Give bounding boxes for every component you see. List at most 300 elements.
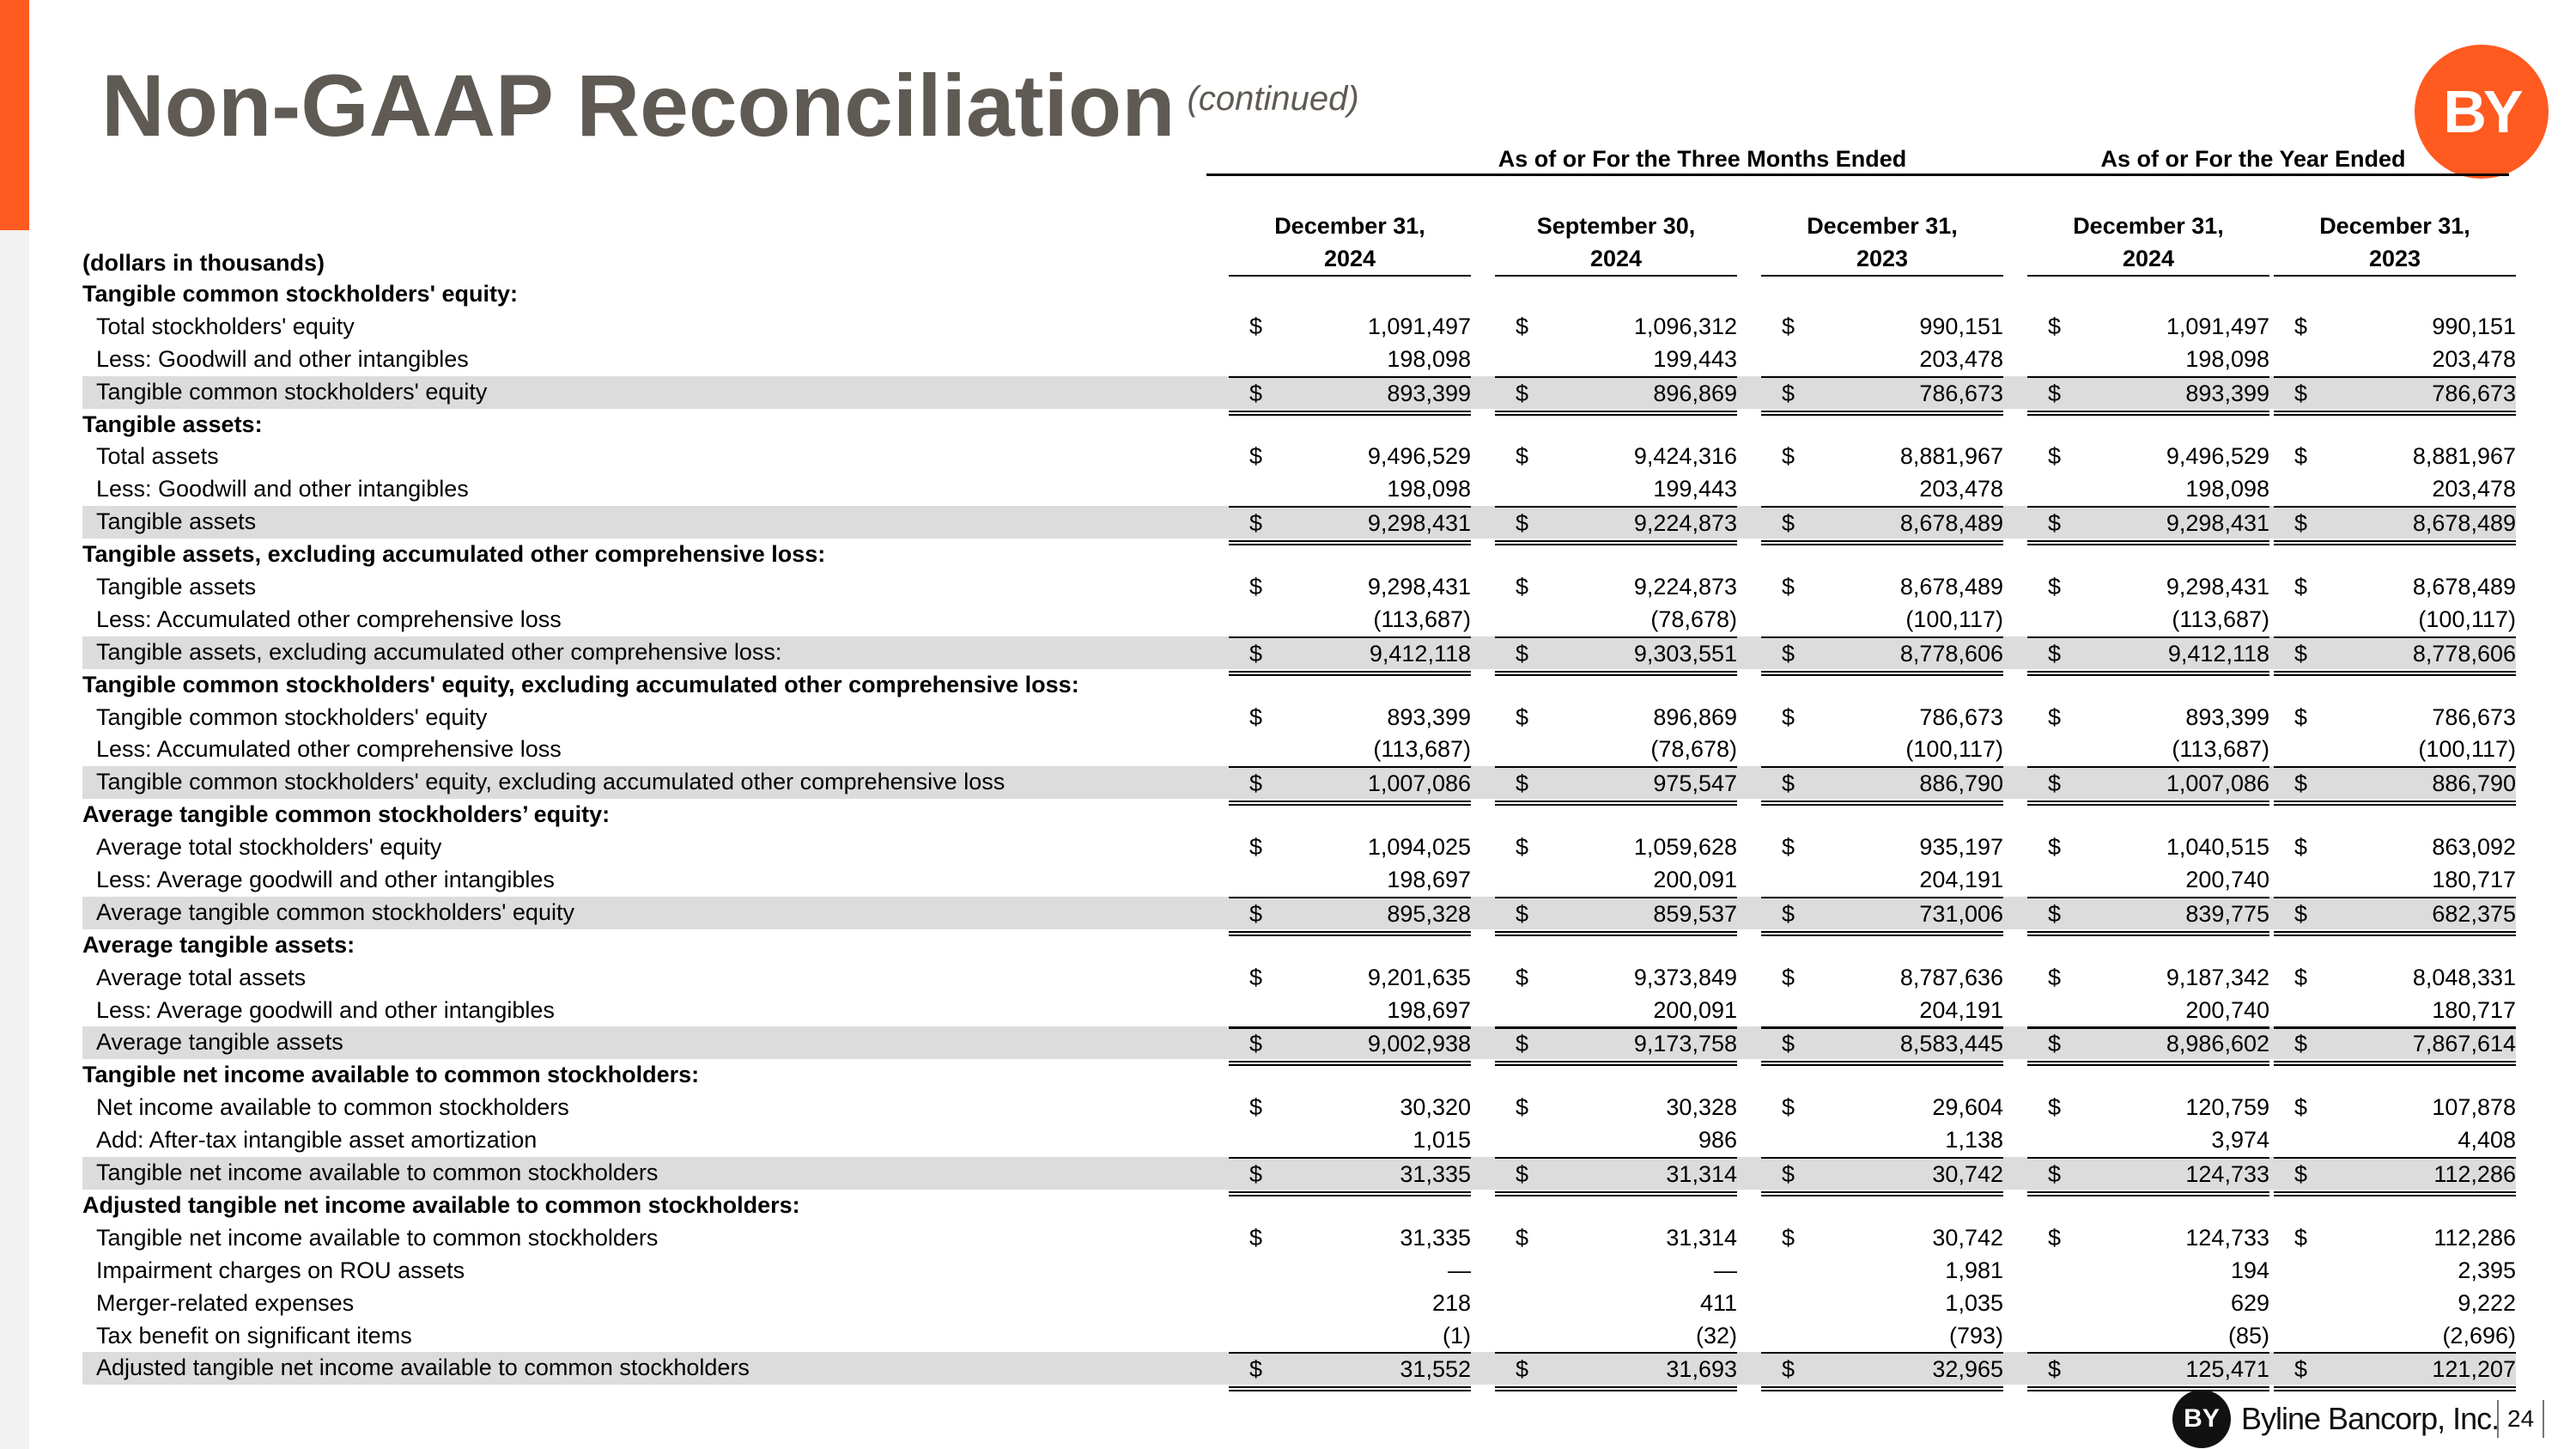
table-cell — [1737, 604, 2003, 638]
amount: 682,375 — [2432, 900, 2516, 927]
three-months-group-header: As of or For the Three Months Ended — [1206, 144, 2198, 176]
currency-symbol: $ — [2294, 964, 2308, 990]
table-row — [82, 1124, 2516, 1157]
currency-symbol: $ — [1249, 834, 1263, 861]
table-cell — [1205, 962, 1471, 995]
subtotal-row — [82, 1157, 2516, 1190]
table-cell — [2003, 831, 2269, 864]
currency-symbol: $ — [2048, 900, 2062, 927]
currency-symbol: $ — [2048, 313, 2062, 339]
cell-value — [2027, 473, 2269, 508]
table-cell — [1471, 539, 1737, 571]
amount: 112,286 — [2433, 1224, 2516, 1251]
cell-value — [1495, 1092, 1737, 1124]
amount: 9,496,529 — [1367, 443, 1471, 470]
currency-symbol: $ — [1249, 510, 1263, 537]
row-label: Tangible common stockholders' equity — [96, 703, 488, 730]
currency-symbol: $ — [2294, 900, 2308, 927]
amount: (32) — [1695, 1322, 1737, 1349]
amount: 200,091 — [1653, 867, 1737, 893]
currency-symbol: $ — [2048, 1356, 2062, 1383]
row-label: Add: After-tax intangible asset amortization — [96, 1127, 538, 1154]
amount: 893,399 — [2185, 380, 2269, 406]
amount: 9,412,118 — [1369, 640, 1471, 667]
cell-value — [1229, 864, 1471, 898]
cell-value — [1761, 1124, 2003, 1159]
amount: — — [1714, 1257, 1737, 1283]
subtotal-row — [82, 897, 2516, 929]
currency-symbol: $ — [2048, 1031, 2062, 1057]
table-cell — [1471, 669, 1737, 702]
row-label: Tangible common stockholders' equity, excluding accumulated other comprehensive loss: — [82, 671, 1079, 697]
column-header-date: December 31, — [1807, 213, 1958, 239]
cell-value — [1761, 831, 2003, 864]
table-cell — [2003, 1092, 2269, 1124]
amount: 198,697 — [1387, 867, 1471, 893]
table-cell — [2003, 1352, 2269, 1391]
currency-symbol: $ — [2048, 834, 2062, 861]
cell-value — [2274, 1092, 2516, 1124]
cell-value — [2274, 311, 2516, 344]
table-cell — [1471, 311, 1737, 344]
amount: 731,006 — [1919, 900, 2003, 927]
amount: 31,335 — [1400, 1224, 1471, 1251]
column-header — [1471, 206, 1737, 278]
cell-value — [1229, 1124, 1471, 1159]
subtotal-row — [82, 636, 2516, 669]
currency-symbol: $ — [1516, 574, 1529, 600]
table-cell — [2003, 864, 2269, 898]
row-label: Average total assets — [96, 964, 307, 990]
table-cell — [1205, 929, 1471, 962]
table-cell — [1205, 1059, 1471, 1092]
cell-value — [1229, 441, 1471, 473]
amount: 124,733 — [2185, 1224, 2269, 1251]
currency-symbol: $ — [1782, 770, 1795, 797]
table-cell — [2269, 539, 2516, 571]
amount: 30,742 — [1932, 1161, 2003, 1188]
currency-symbol: $ — [2294, 1224, 2308, 1251]
currency-symbol: $ — [1249, 703, 1263, 730]
currency-symbol: $ — [1782, 443, 1795, 470]
amount: 218 — [1431, 1289, 1471, 1316]
row-label: Merger-related expenses — [96, 1289, 355, 1316]
table-cell — [1471, 1190, 1737, 1222]
currency-symbol: $ — [2048, 640, 2062, 667]
table-cell — [1737, 929, 2003, 962]
amount: 120,759 — [2185, 1094, 2269, 1121]
amount: 990,151 — [2432, 313, 2516, 339]
cell-value — [2027, 1222, 2269, 1255]
currency-symbol: $ — [1249, 900, 1263, 927]
table-cell — [1205, 1190, 1471, 1222]
left-strip — [0, 230, 29, 1449]
table-row — [82, 1320, 2516, 1353]
currency-symbol: $ — [2048, 964, 2062, 990]
row-label: Net income available to common stockholders — [96, 1094, 569, 1121]
currency-symbol: $ — [2294, 640, 2308, 667]
column-header-year: 2024 — [1589, 246, 1643, 271]
cell-value — [2027, 864, 2269, 898]
cell-value — [2274, 1288, 2516, 1320]
cell-value — [2274, 1320, 2516, 1355]
table-cell — [2003, 441, 2269, 473]
table-cell — [1205, 539, 1471, 571]
currency-symbol: $ — [1782, 1224, 1795, 1251]
cell-value — [1495, 1320, 1737, 1355]
table-cell — [2003, 702, 2269, 734]
table-cell — [1205, 1352, 1471, 1391]
amount: 31,314 — [1666, 1224, 1737, 1251]
table-cell — [2003, 473, 2269, 508]
amount: 4,408 — [2458, 1127, 2516, 1154]
cell-value — [1495, 441, 1737, 473]
currency-symbol: $ — [1249, 964, 1263, 990]
currency-symbol: $ — [2294, 770, 2308, 797]
table-cell — [1737, 1092, 2003, 1124]
currency-symbol: $ — [1516, 510, 1529, 537]
cell-value — [2274, 1255, 2516, 1288]
table-row — [82, 831, 2516, 864]
column-header — [1737, 206, 2003, 278]
table-cell — [1205, 1320, 1471, 1355]
row-label: Tangible assets — [96, 574, 257, 600]
table-cell — [2003, 539, 2269, 571]
cell-value — [1761, 1222, 2003, 1255]
cell-value — [1229, 1288, 1471, 1320]
cell-value — [1761, 441, 2003, 473]
currency-symbol: $ — [2048, 770, 2062, 797]
section-heading-row — [82, 669, 2516, 702]
row-label: Less: Average goodwill and other intangibles — [96, 996, 555, 1023]
table-cell — [1471, 278, 1737, 311]
currency-symbol: $ — [1249, 1161, 1263, 1188]
amount: 198,098 — [2185, 476, 2269, 502]
amount: 203,478 — [2432, 345, 2516, 372]
row-label: Impairment charges on ROU assets — [96, 1257, 465, 1283]
currency-symbol: $ — [1782, 574, 1795, 600]
table-cell — [2003, 1320, 2269, 1355]
table-cell — [1471, 1059, 1737, 1092]
table-cell — [1737, 344, 2003, 378]
cell-value — [2274, 1352, 2516, 1391]
cell-value — [1761, 344, 2003, 378]
row-label: Less: Accumulated other comprehensive loss — [96, 606, 562, 632]
amount: (85) — [2227, 1322, 2269, 1349]
table-cell — [2269, 1222, 2516, 1255]
table-cell — [1205, 1092, 1471, 1124]
currency-symbol: $ — [2294, 1161, 2308, 1188]
currency-symbol: $ — [1782, 703, 1795, 730]
amount: 180,717 — [2432, 867, 2516, 893]
table-row — [82, 995, 2516, 1027]
table-cell — [1737, 409, 2003, 441]
cell-value — [2274, 864, 2516, 898]
amount: 203,478 — [1919, 345, 2003, 372]
cell-value — [2027, 1124, 2269, 1159]
table-cell — [2269, 1288, 2516, 1320]
cell-value — [1495, 995, 1737, 1029]
currency-symbol: $ — [2048, 1224, 2062, 1251]
table-cell — [1737, 441, 2003, 473]
cell-value — [1495, 1124, 1737, 1159]
cell-value — [2027, 571, 2269, 604]
row-label: Less: Goodwill and other intangibles — [96, 345, 469, 372]
table-cell — [1205, 831, 1471, 864]
cell-value — [1229, 995, 1471, 1029]
row-label: Total assets — [96, 443, 219, 470]
page-number: 24 — [2497, 1400, 2544, 1438]
table-cell — [2269, 1255, 2516, 1288]
amount: 9,303,551 — [1633, 640, 1737, 667]
currency-symbol: $ — [1249, 380, 1263, 406]
amount: 31,552 — [1400, 1356, 1471, 1383]
row-label: Less: Average goodwill and other intangibles — [96, 867, 555, 893]
table-cell — [1737, 311, 2003, 344]
table-cell — [1737, 864, 2003, 898]
amount: 1,007,086 — [1367, 770, 1471, 797]
table-cell — [1737, 734, 2003, 768]
cell-value — [2274, 571, 2516, 604]
table-row — [82, 734, 2516, 766]
currency-symbol: $ — [1516, 834, 1529, 861]
cell-value — [1495, 864, 1737, 898]
table-cell — [2003, 734, 2269, 768]
cell-value — [2027, 1255, 2269, 1288]
table-cell — [1205, 799, 1471, 831]
table-cell — [1471, 1092, 1737, 1124]
amount: 8,678,489 — [1899, 510, 2003, 537]
row-label: Average total stockholders' equity — [96, 834, 442, 861]
cell-value — [1229, 1320, 1471, 1355]
table-cell — [2269, 1320, 2516, 1355]
table-cell — [1471, 995, 1737, 1029]
amount: 199,443 — [1653, 345, 1737, 372]
subtotal-row — [82, 1352, 2516, 1385]
cell-value — [1495, 1352, 1737, 1391]
amount: 112,286 — [2433, 1161, 2516, 1188]
table-cell — [1737, 1320, 2003, 1355]
cell-value — [1229, 473, 1471, 508]
table-cell — [1205, 441, 1471, 473]
table-cell — [1205, 702, 1471, 734]
amount: 975,547 — [1653, 770, 1737, 797]
table-cell — [2269, 278, 2516, 311]
amount: (100,117) — [1905, 606, 2003, 632]
amount: 1,094,025 — [1367, 834, 1471, 861]
table-cell — [1737, 831, 2003, 864]
cell-value — [2274, 962, 2516, 995]
table-cell — [1205, 604, 1471, 638]
section-heading-row — [82, 1190, 2516, 1222]
table-cell — [1737, 278, 2003, 311]
table-cell — [1471, 604, 1737, 638]
subtotal-row — [82, 1026, 2516, 1059]
table-cell — [1737, 799, 2003, 831]
currency-symbol: $ — [1516, 900, 1529, 927]
table-cell — [1471, 1320, 1737, 1355]
row-label: Tangible assets, excluding accumulated other comprehensive loss: — [96, 638, 782, 665]
cell-value — [1761, 734, 2003, 768]
subtotal-row — [82, 506, 2516, 539]
table-cell — [1205, 995, 1471, 1029]
table-cell — [1205, 1288, 1471, 1320]
table-row — [82, 1255, 2516, 1288]
row-label: Average tangible common stockholders’ equity: — [82, 801, 611, 828]
table-cell — [2003, 799, 2269, 831]
amount: (113,687) — [2172, 606, 2269, 632]
currency-symbol: $ — [2048, 1161, 2062, 1188]
amount: 9,298,431 — [1367, 574, 1471, 600]
amount: 204,191 — [1919, 996, 2003, 1023]
table-cell — [2269, 409, 2516, 441]
currency-symbol: $ — [2048, 1094, 2062, 1121]
page-subtitle: (continued) — [1187, 80, 1359, 118]
footer-logo-mark: BY — [2172, 1390, 2231, 1448]
table-header — [82, 206, 2516, 278]
table-cell — [1737, 1288, 2003, 1320]
amount: 1,035 — [1945, 1289, 2003, 1316]
table-cell — [1205, 864, 1471, 898]
currency-symbol: $ — [2048, 443, 2062, 470]
amount: 8,048,331 — [2412, 964, 2516, 990]
cell-value — [1495, 604, 1737, 638]
amount: 893,399 — [1387, 380, 1471, 406]
amount: 107,878 — [2432, 1094, 2516, 1121]
column-header-year: 2024 — [1323, 246, 1376, 271]
table-cell — [2003, 1124, 2269, 1159]
currency-symbol: $ — [2048, 380, 2062, 406]
amount: 1,096,312 — [1633, 313, 1737, 339]
table-row — [82, 702, 2516, 734]
table-cell — [2269, 1092, 2516, 1124]
cell-value — [1761, 864, 2003, 898]
amount: 8,778,606 — [1899, 640, 2003, 667]
table-cell — [2269, 734, 2516, 768]
amount: 9,224,873 — [1633, 574, 1737, 600]
amount: 8,678,489 — [2412, 574, 2516, 600]
cell-value — [1761, 702, 2003, 734]
table-cell — [1471, 1352, 1737, 1391]
cell-value — [1495, 1288, 1737, 1320]
amount: 9,298,431 — [2166, 510, 2269, 537]
amount: 31,314 — [1666, 1161, 1737, 1188]
table-cell — [1471, 571, 1737, 604]
amount: 9,222 — [2458, 1289, 2516, 1316]
row-label: Adjusted tangible net income available to common stockholders: — [82, 1191, 800, 1218]
table-cell — [1471, 1288, 1737, 1320]
currency-symbol: $ — [1249, 1356, 1263, 1383]
amount: 8,678,489 — [1899, 574, 2003, 600]
section-heading-row — [82, 929, 2516, 962]
currency-symbol: $ — [1516, 380, 1529, 406]
amount: 125,471 — [2185, 1356, 2269, 1383]
row-label: Tangible net income available to common stockholders — [96, 1224, 659, 1251]
currency-symbol: $ — [2294, 1094, 2308, 1121]
brand-logo: BY — [2415, 45, 2549, 179]
amount: 200,740 — [2185, 867, 2269, 893]
cell-value — [1229, 311, 1471, 344]
cell-value — [1761, 1255, 2003, 1288]
currency-symbol: $ — [1249, 313, 1263, 339]
cell-value — [1761, 604, 2003, 638]
table-cell — [2269, 1059, 2516, 1092]
amount: 121,207 — [2432, 1356, 2516, 1383]
currency-symbol: $ — [1249, 770, 1263, 797]
cell-value — [2027, 962, 2269, 995]
amount: 198,098 — [1387, 345, 1471, 372]
amount: 9,412,118 — [2167, 640, 2269, 667]
cell-value — [1495, 702, 1737, 734]
amount: (78,678) — [1650, 606, 1737, 632]
amount: 30,320 — [1400, 1094, 1471, 1121]
amount: 9,187,342 — [2166, 964, 2269, 990]
amount: 9,002,938 — [1367, 1031, 1471, 1057]
cell-value — [1761, 1092, 2003, 1124]
amount: 839,775 — [2185, 900, 2269, 927]
amount: 2,395 — [2458, 1257, 2516, 1283]
table-cell — [1737, 1352, 2003, 1391]
amount: (78,678) — [1650, 736, 1737, 763]
amount: 8,787,636 — [1899, 964, 2003, 990]
title-text: Non-GAAP Reconciliation — [101, 57, 1176, 155]
table-cell — [1737, 473, 2003, 508]
amount: 31,335 — [1400, 1161, 1471, 1188]
currency-symbol: $ — [1782, 313, 1795, 339]
section-heading-row — [82, 278, 2516, 311]
table-cell — [1737, 1255, 2003, 1288]
amount: 30,328 — [1666, 1094, 1737, 1121]
table-cell — [2003, 344, 2269, 378]
table-cell — [1737, 1059, 2003, 1092]
footer-logo — [2172, 1390, 2499, 1448]
table-cell — [2269, 604, 2516, 638]
cell-value — [2027, 604, 2269, 638]
row-label: Average tangible common stockholders' equity — [96, 898, 574, 925]
cell-value — [1229, 571, 1471, 604]
amount: — — [1448, 1257, 1471, 1283]
amount: (100,117) — [2418, 736, 2516, 763]
currency-symbol: $ — [2294, 313, 2308, 339]
cell-value — [1761, 1288, 2003, 1320]
currency-symbol: $ — [2048, 574, 2062, 600]
currency-symbol: $ — [2294, 703, 2308, 730]
section-heading-row — [82, 409, 2516, 441]
table-cell — [1471, 962, 1737, 995]
amount: (100,117) — [2418, 606, 2516, 632]
cell-value — [1229, 734, 1471, 768]
currency-symbol: $ — [2294, 1356, 2308, 1383]
table-cell — [1737, 669, 2003, 702]
amount: 29,604 — [1932, 1094, 2003, 1121]
cell-value — [2027, 311, 2269, 344]
row-label: Tax benefit on significant items — [96, 1322, 412, 1349]
table-cell — [2003, 571, 2269, 604]
amount: 895,328 — [1387, 900, 1471, 927]
table-cell — [1471, 864, 1737, 898]
currency-symbol: $ — [1249, 574, 1263, 600]
amount: 198,098 — [1387, 476, 1471, 502]
table-cell — [1205, 1255, 1471, 1288]
cell-value — [1229, 1092, 1471, 1124]
table-row — [82, 311, 2516, 344]
cell-value — [2274, 734, 2516, 768]
amount: 194 — [2230, 1257, 2269, 1283]
table-cell — [2269, 571, 2516, 604]
amount: 1,091,497 — [2166, 313, 2269, 339]
amount: 203,478 — [1919, 476, 2003, 502]
table-row — [82, 962, 2516, 995]
